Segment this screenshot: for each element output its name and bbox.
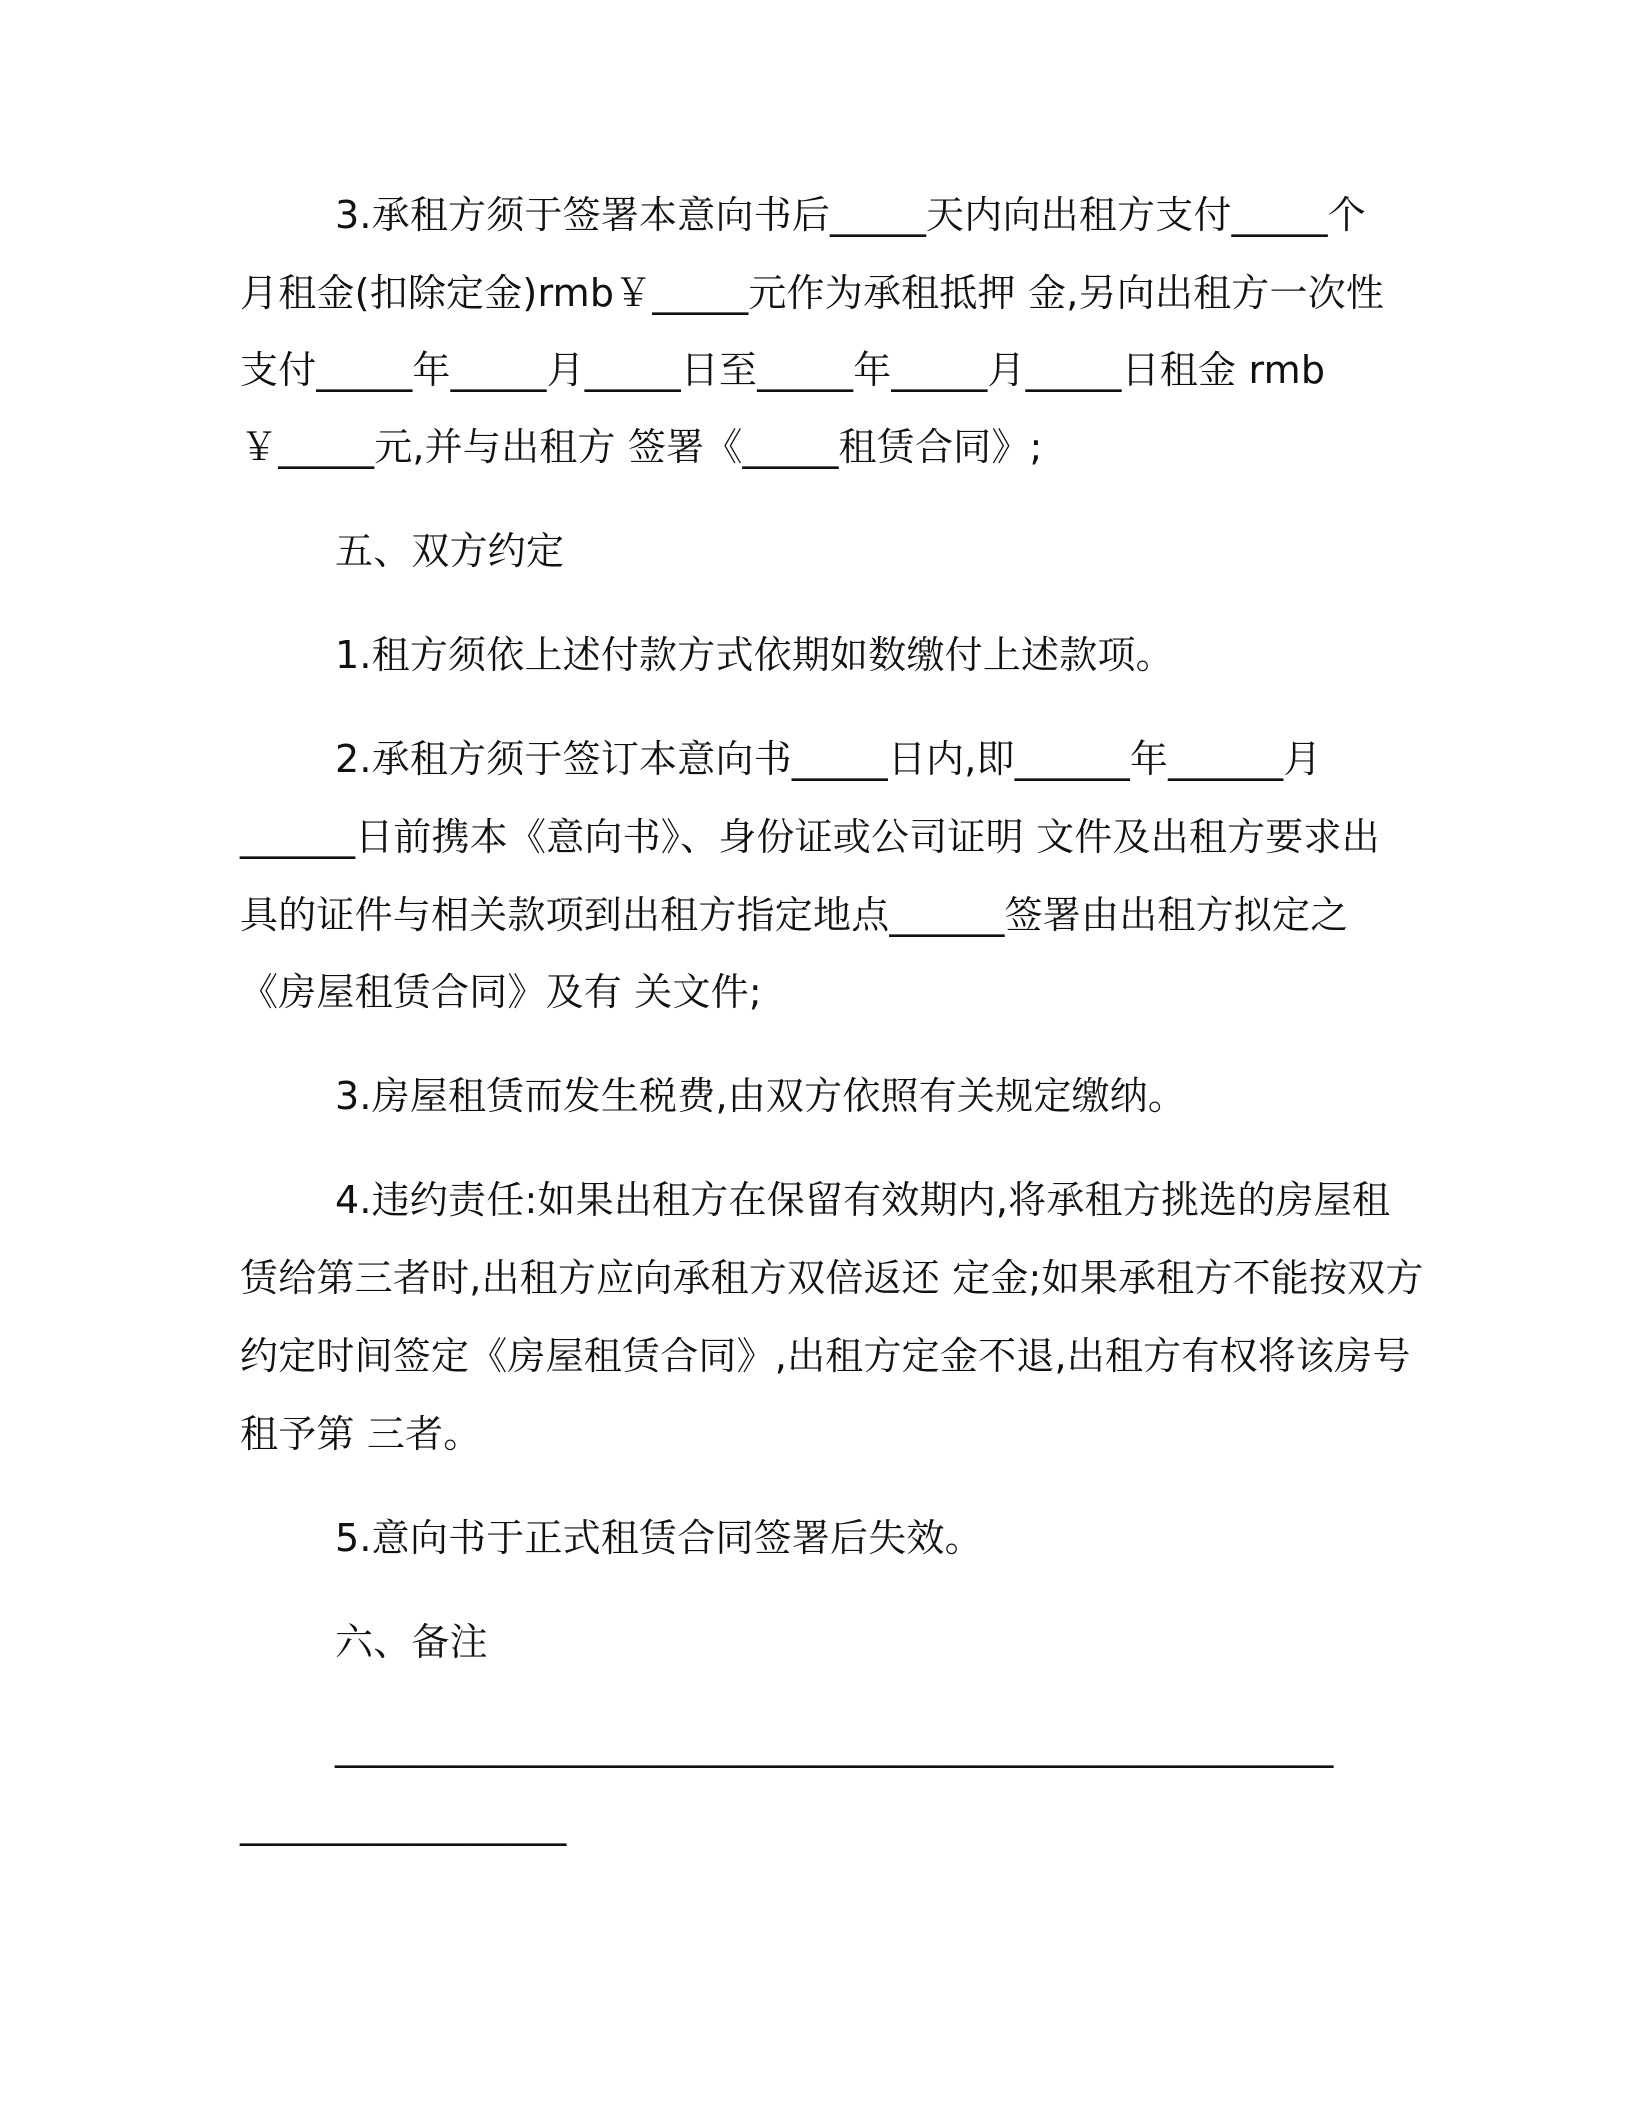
- agreement-item-2-line-2: ______日前携本《意向书》、身份证或公司证明 文件及出租方要求出: [240, 815, 1380, 859]
- remarks-blank-line-2: _________________: [240, 1802, 567, 1846]
- remarks-blank-line-1: ____________________________________________________: [335, 1724, 1334, 1768]
- agreement-item-3: 3.房屋租赁而发生税费,由双方依照有关规定缴纳。: [335, 1074, 1187, 1118]
- agreement-item-4-line-2: 赁给第三者时,出租方应向承租方双倍返还 定金;如果承租方不能按双方: [240, 1256, 1424, 1300]
- agreement-item-2-line-4: 《房屋租赁合同》及有 关文件;: [240, 970, 762, 1014]
- agreement-item-5: 5.意向书于正式租赁合同签署后失效。: [335, 1516, 983, 1560]
- clause-3-line-2: 月租金(扣除定金)rmb￥_____元作为承租抵押 金,另向出租方一次性: [240, 271, 1385, 315]
- agreement-item-2-line-3: 具的证件与相关款项到出租方指定地点______签署由出租方拟定之: [240, 893, 1349, 937]
- section-6-heading: 六、备注: [335, 1620, 488, 1664]
- agreement-item-2-line-1: 2.承租方须于签订本意向书_____日内,即______年______月: [335, 737, 1322, 781]
- agreement-item-4-line-1: 4.违约责任:如果出租方在保留有效期内,将承租方挑选的房屋租: [335, 1178, 1391, 1222]
- agreement-item-4-line-4: 租予第 三者。: [240, 1412, 482, 1456]
- section-5-heading: 五、双方约定: [335, 529, 565, 573]
- clause-3-line-3: 支付_____年_____月_____日至_____年_____月_____日租金 rmb: [240, 348, 1326, 392]
- agreement-item-4-line-3: 约定时间签定《房屋租赁合同》,出租方定金不退,出租方有权将该房号: [240, 1334, 1411, 1378]
- clause-3-line-4: ￥_____元,并与出租方 签署《_____租赁合同》;: [240, 425, 1043, 469]
- clause-3-line-1: 3.承租方须于签署本意向书后_____天内向出租方支付_____个: [335, 193, 1366, 237]
- agreement-item-1: 1.租方须依上述付款方式依期如数缴付上述款项。: [335, 633, 1174, 677]
